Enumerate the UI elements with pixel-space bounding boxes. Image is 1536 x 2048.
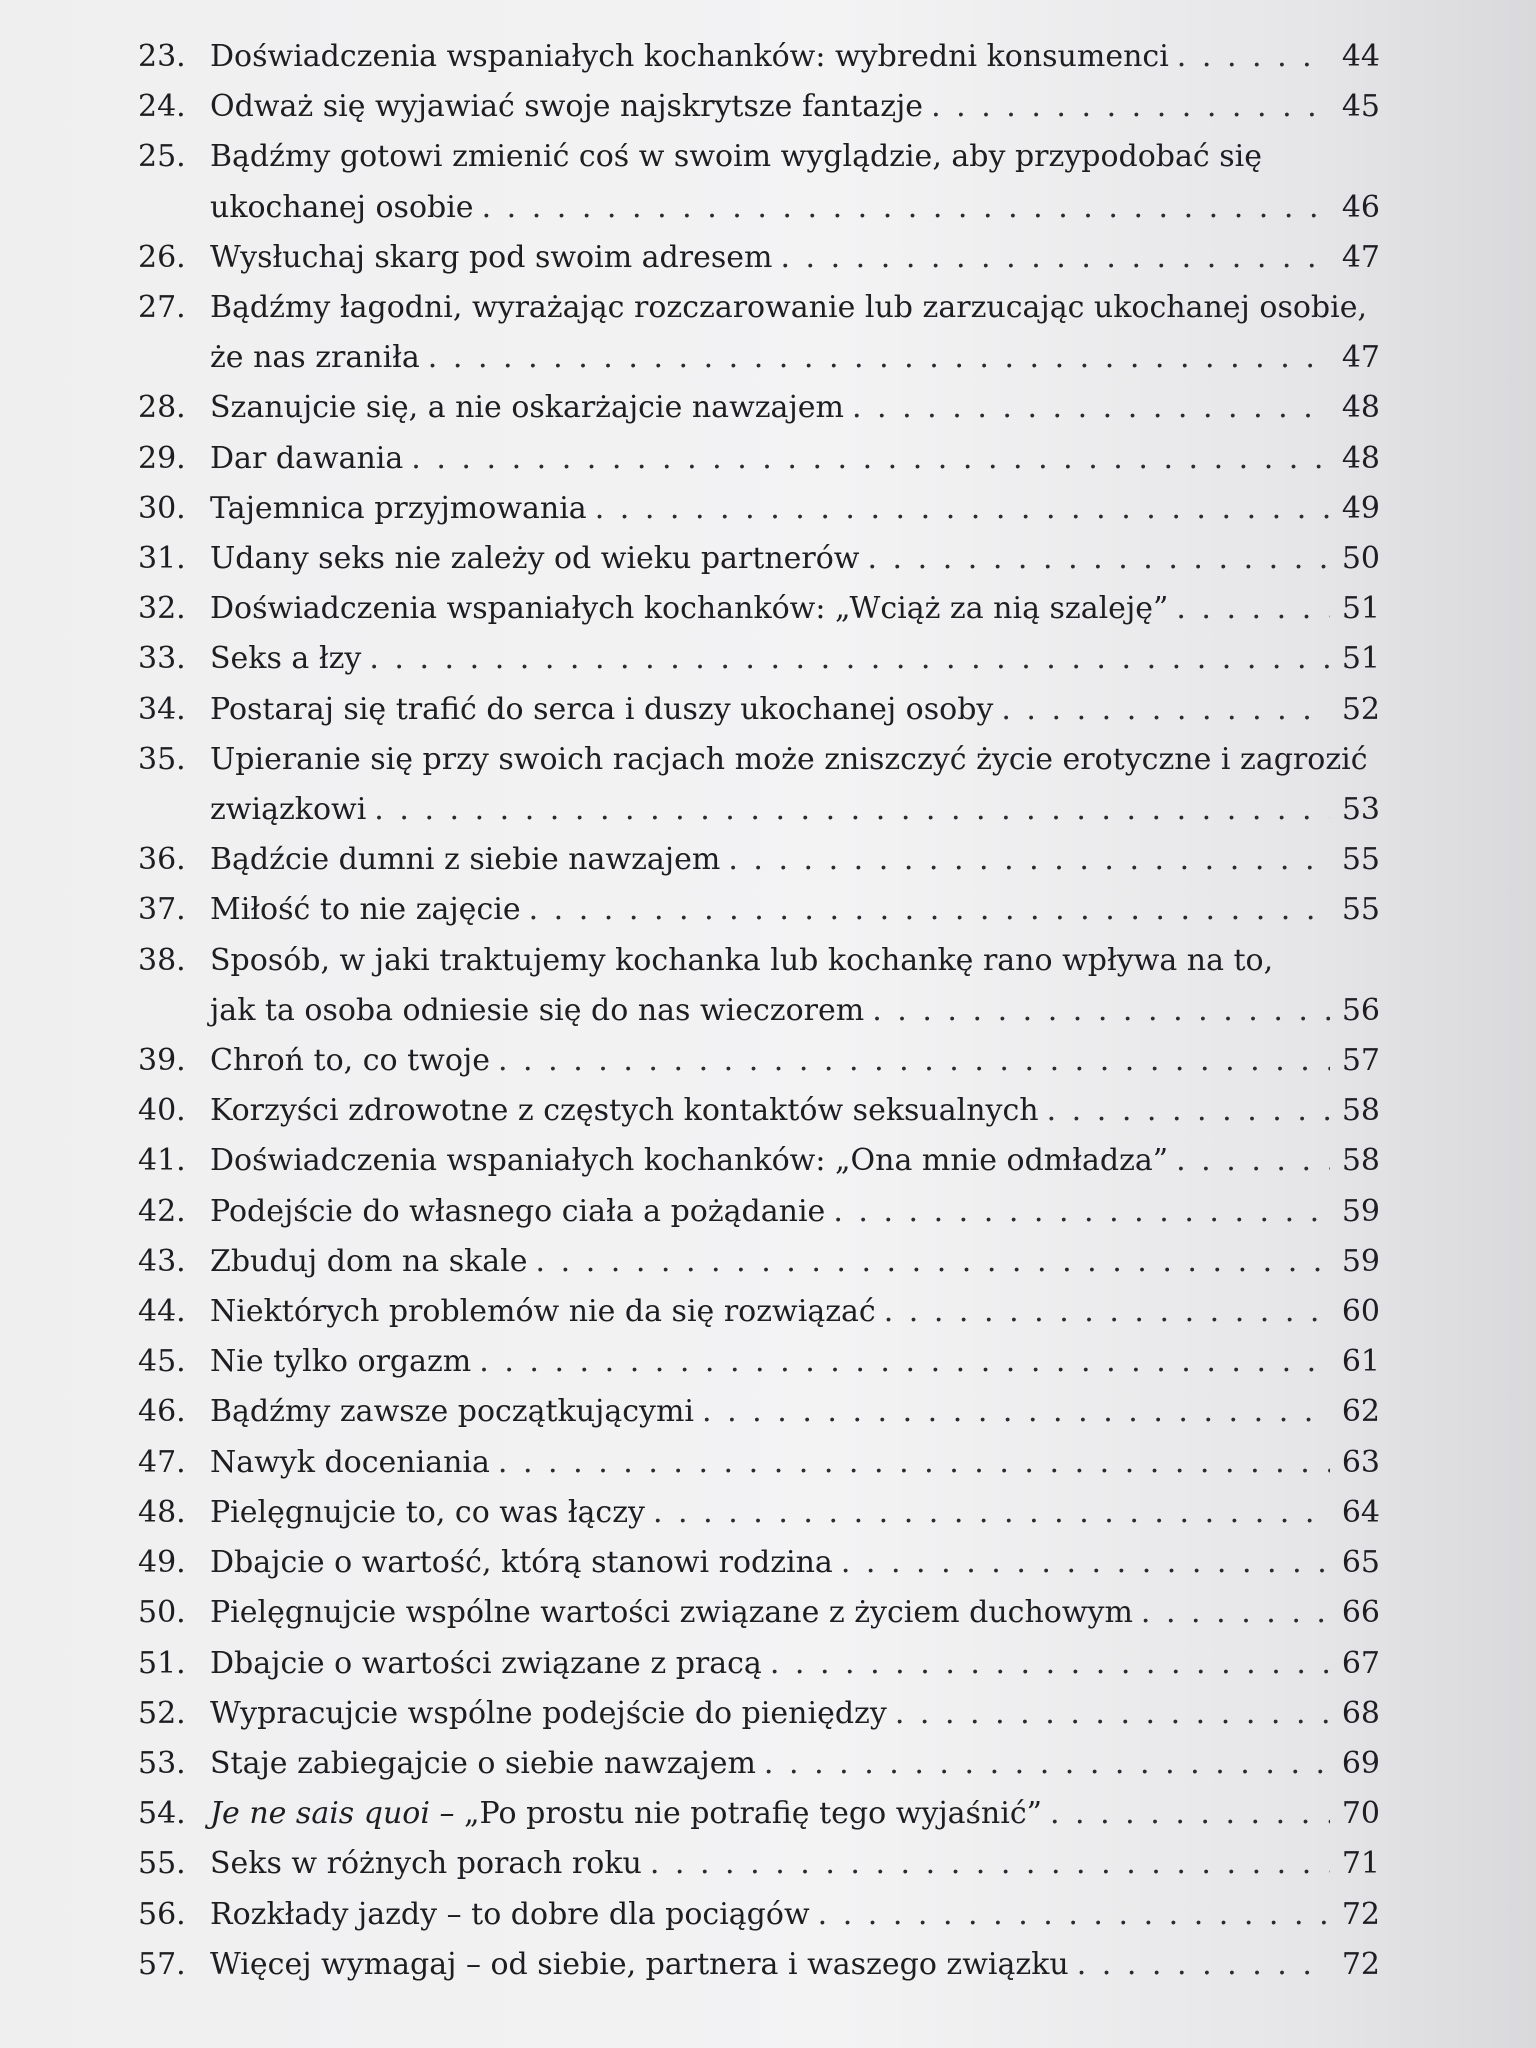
toc-entry-number: 28.	[138, 390, 186, 426]
toc-entry-title	[210, 1086, 1039, 1136]
toc-entry-title	[210, 785, 366, 835]
toc-entry-page-number: 45	[1341, 89, 1380, 125]
dot-leader	[498, 1438, 1330, 1488]
dot-leader	[867, 534, 1330, 584]
toc-entry	[138, 1839, 1380, 1889]
toc-entry	[138, 735, 1380, 835]
toc-entry-page-number: 61	[1341, 1344, 1380, 1380]
dot-leader	[1177, 32, 1330, 82]
toc-entry-title	[210, 885, 521, 935]
toc-entry-number: 32.	[138, 591, 186, 627]
toc-entry-page-number: 48	[1341, 440, 1380, 476]
toc-entry-page-number: 72	[1341, 1946, 1380, 1982]
toc-entry	[138, 634, 1380, 684]
toc-entry-number: 52.	[138, 1695, 186, 1731]
toc-entry-number: 27.	[138, 290, 186, 326]
dot-leader	[482, 183, 1330, 233]
toc-entry-title	[210, 183, 474, 233]
toc-entry-title-text: Szanujcie się, a nie oskarżajcie nawzajem	[210, 390, 844, 426]
dot-leader	[1077, 1940, 1330, 1990]
toc-entry	[138, 534, 1380, 584]
toc-entry-number: 45.	[138, 1344, 186, 1380]
toc-entry-page-number: 72	[1341, 1896, 1380, 1932]
toc-entry-number: 48.	[138, 1494, 186, 1530]
table-of-contents	[138, 32, 1380, 1990]
toc-entry-title-text: Dbajcie o wartości związane z pracą	[210, 1645, 762, 1681]
toc-entry-title-text: Miłość to nie zajęcie	[210, 892, 521, 928]
toc-entry-page-number: 52	[1341, 691, 1380, 727]
dot-leader	[1176, 1136, 1330, 1186]
dot-leader	[595, 484, 1330, 534]
toc-entry	[138, 383, 1380, 433]
toc-entry	[138, 1538, 1380, 1588]
toc-entry-number: 43.	[138, 1243, 186, 1279]
toc-entry-number: 37.	[138, 892, 186, 928]
toc-entry	[138, 1237, 1380, 1287]
toc-entry-page-number: 70	[1341, 1796, 1380, 1832]
toc-entry	[138, 1387, 1380, 1437]
toc-entry-number: 47.	[138, 1444, 186, 1480]
toc-entry-title-text: Dar dawania	[210, 440, 404, 476]
toc-entry-title-text: Sposób, w jaki traktujemy kochanka lub kochankę rano wpływa na to,	[210, 942, 1274, 978]
toc-entry-title-text: Więcej wymagaj – od siebie, partnera i waszego związku	[210, 1946, 1069, 1982]
toc-entry-number: 53.	[138, 1745, 186, 1781]
dot-leader	[536, 1237, 1330, 1287]
toc-entry-title-text: związkowi	[210, 792, 367, 828]
toc-entry-number: 54.	[138, 1796, 186, 1832]
toc-entry-title-text: Korzyści zdrowotne z częstych kontaktów seksualnych	[210, 1093, 1039, 1129]
toc-entry	[138, 835, 1380, 885]
toc-entry-page-number: 69	[1341, 1745, 1380, 1781]
toc-entry-number: 42.	[138, 1193, 186, 1229]
toc-entry-number: 38.	[138, 942, 186, 978]
toc-entry-title-text: Upieranie się przy swoich racjach może zniszczyć życie erotyczne i zagrozić	[210, 741, 1368, 777]
toc-entry-page-number: 48	[1341, 390, 1380, 426]
toc-entry	[138, 1940, 1380, 1990]
toc-entry	[138, 1739, 1380, 1789]
toc-entry-number: 56.	[138, 1896, 186, 1932]
dot-leader	[852, 383, 1330, 433]
toc-entry-page-number: 64	[1341, 1494, 1380, 1530]
toc-entry	[138, 484, 1380, 534]
toc-entry-page-number: 59	[1341, 1193, 1380, 1229]
toc-entry-page-number: 57	[1341, 1043, 1380, 1079]
toc-entry	[138, 1789, 1380, 1839]
toc-entry-page-number: 58	[1341, 1093, 1380, 1129]
toc-entry-title-text: Doświadczenia wspaniałych kochanków: wybredni konsumenci	[210, 39, 1169, 74]
toc-entry-page-number: 63	[1341, 1444, 1380, 1480]
toc-entry-number: 39.	[138, 1043, 186, 1079]
toc-entry-page-number: 62	[1341, 1394, 1380, 1430]
toc-entry-title	[210, 1287, 876, 1337]
toc-entry-title-text: Postaraj się trafić do serca i duszy ukochanej osoby	[210, 691, 994, 727]
toc-entry	[138, 82, 1380, 132]
toc-entry-title	[210, 1237, 528, 1287]
toc-entry-title-text: że nas zraniła	[210, 340, 420, 376]
toc-entry	[138, 1287, 1380, 1337]
toc-entry-page-number: 53	[1341, 792, 1380, 828]
dot-leader	[764, 1739, 1330, 1789]
toc-entry-number: 29.	[138, 440, 186, 476]
toc-entry-page-number: 47	[1341, 239, 1380, 275]
toc-entry-title	[210, 1839, 642, 1889]
toc-entry-title	[210, 1940, 1069, 1990]
toc-entry-italic-phrase: Je ne sais quoi –	[210, 1796, 464, 1832]
toc-entry-title	[210, 82, 923, 132]
toc-entry-page-number: 58	[1341, 1143, 1380, 1179]
toc-entry-title-text: Nawyk doceniania	[210, 1444, 490, 1480]
toc-entry-title-text: Tajemnica przyjmowania	[210, 490, 587, 526]
toc-entry-title	[210, 986, 864, 1036]
toc-entry-page-number: 67	[1341, 1645, 1380, 1681]
toc-entry-page-number: 71	[1341, 1846, 1380, 1882]
toc-entry-title-text: Niektórych problemów nie da się rozwiązać	[210, 1294, 876, 1330]
toc-entry	[138, 1639, 1380, 1689]
toc-entry-number: 33.	[138, 641, 186, 677]
toc-entry	[138, 685, 1380, 735]
dot-leader	[374, 785, 1330, 835]
toc-entry-title	[210, 735, 1368, 785]
dot-leader	[529, 885, 1330, 935]
toc-entry	[138, 584, 1380, 634]
toc-entry-title-text: Rozkłady jazdy – to dobre dla pociągów	[210, 1896, 810, 1932]
toc-entry-page-number: 66	[1341, 1595, 1380, 1631]
toc-entry	[138, 1689, 1380, 1739]
dot-leader	[818, 1890, 1330, 1940]
toc-entry-number: 36.	[138, 842, 186, 878]
dot-leader	[728, 835, 1330, 885]
toc-entry-title-text: Wysłuchaj skarg pod swoim adresem	[210, 239, 773, 275]
toc-entry-page-number: 60	[1341, 1294, 1380, 1330]
toc-entry-title	[210, 1538, 833, 1588]
toc-entry-number: 57.	[138, 1946, 186, 1982]
dot-leader	[428, 333, 1330, 383]
toc-entry-number: 30.	[138, 490, 186, 526]
toc-entry-title-text: Seks w różnych porach roku	[210, 1846, 642, 1882]
dot-leader	[1050, 1789, 1330, 1839]
toc-entry	[138, 132, 1380, 232]
toc-entry-number: 50.	[138, 1595, 186, 1631]
toc-entry-page-number: 55	[1341, 842, 1380, 878]
dot-leader	[884, 1287, 1330, 1337]
dot-leader	[498, 1036, 1330, 1086]
toc-entry-title-text: ukochanej osobie	[210, 189, 474, 225]
toc-entry-title-text: Pielęgnujcie wspólne wartości związane z życiem duchowym	[210, 1595, 1133, 1631]
dot-leader	[411, 434, 1330, 484]
toc-entry-page-number: 51	[1341, 641, 1380, 677]
toc-entry-title	[210, 584, 1168, 634]
toc-entry-title-text: Nie tylko orgazm	[210, 1344, 472, 1380]
toc-entry-title-text: Doświadczenia wspaniałych kochanków: „Wciąż za nią szaleję”	[210, 591, 1169, 627]
toc-entry-title-text: Bądźmy gotowi zmienić coś w swoim wyglądzie, aby przypodobać się	[210, 139, 1262, 175]
dot-leader	[1001, 685, 1330, 735]
dot-leader	[931, 82, 1330, 132]
toc-entry-number: 31.	[138, 541, 186, 577]
toc-entry-title	[210, 1036, 490, 1086]
toc-entry-number: 24.	[138, 89, 186, 125]
toc-entry	[138, 1588, 1380, 1638]
toc-entry-title-text: Pielęgnujcie to, co was łączy	[210, 1494, 645, 1530]
toc-entry-title	[210, 1588, 1133, 1638]
toc-entry-title	[210, 1789, 1042, 1839]
dot-leader	[780, 233, 1330, 283]
toc-entry-page-number: 65	[1341, 1545, 1380, 1581]
toc-entry	[138, 1890, 1380, 1940]
toc-entry-page-number: 50	[1341, 541, 1380, 577]
toc-entry	[138, 434, 1380, 484]
toc-entry-title	[210, 283, 1367, 333]
toc-entry-title-text: „Po prostu nie potrafię tego wyjaśnić”	[464, 1796, 1042, 1832]
toc-entry	[138, 885, 1380, 935]
toc-entry-page-number: 68	[1341, 1695, 1380, 1731]
toc-entry	[138, 283, 1380, 383]
toc-entry-number: 49.	[138, 1545, 186, 1581]
toc-entry-title	[210, 835, 720, 885]
toc-entry-title	[210, 1438, 490, 1488]
toc-entry-title	[210, 333, 420, 383]
toc-entry-title	[210, 936, 1273, 986]
toc-entry-page-number: 55	[1341, 892, 1380, 928]
toc-entry-title-text: jak ta osoba odniesie się do nas wieczorem	[210, 992, 865, 1028]
toc-entry-title	[210, 1739, 756, 1789]
dot-leader	[872, 986, 1330, 1036]
toc-entry-title	[210, 32, 1169, 82]
dot-leader	[1047, 1086, 1330, 1136]
toc-entry-number: 51.	[138, 1645, 186, 1681]
dot-leader	[650, 1839, 1330, 1889]
toc-entry-title-text: Bądźcie dumni z siebie nawzajem	[210, 842, 721, 878]
toc-entry-page-number: 49	[1341, 490, 1380, 526]
toc-entry-title-text: Udany seks nie zależy od wieku partnerów	[210, 541, 860, 577]
toc-entry-title	[210, 1689, 887, 1739]
toc-entry-title-text: Zbuduj dom na skale	[210, 1243, 528, 1279]
toc-entry	[138, 1036, 1380, 1086]
toc-entry-title	[210, 1639, 762, 1689]
dot-leader	[833, 1187, 1330, 1237]
toc-entry-number: 41.	[138, 1143, 186, 1179]
toc-entry-title	[210, 132, 1262, 182]
toc-entry	[138, 1488, 1380, 1538]
toc-entry-title	[210, 1387, 694, 1437]
toc-entry-title	[210, 685, 993, 735]
toc-entry-title	[210, 484, 587, 534]
toc-entry	[138, 936, 1380, 1036]
toc-entry-page-number: 59	[1341, 1243, 1380, 1279]
toc-entry-page-number: 47	[1341, 340, 1380, 376]
dot-leader	[841, 1538, 1330, 1588]
dot-leader	[653, 1488, 1330, 1538]
toc-entry-number: 26.	[138, 239, 186, 275]
toc-entry	[138, 1136, 1380, 1186]
toc-entry-page-number: 44	[1341, 39, 1380, 74]
toc-entry-number: 23.	[138, 39, 186, 74]
toc-entry-title	[210, 1890, 810, 1940]
toc-entry-page-number: 56	[1341, 992, 1380, 1028]
dot-leader	[895, 1689, 1330, 1739]
toc-entry-title	[210, 1187, 825, 1237]
toc-entry-page-number: 51	[1341, 591, 1380, 627]
toc-entry-title-text: Bądźmy łagodni, wyrażając rozczarowanie lub zarzucając ukochanej osobie,	[210, 290, 1368, 326]
toc-entry-title	[210, 1136, 1168, 1186]
toc-entry	[138, 233, 1380, 283]
dot-leader	[770, 1639, 1330, 1689]
dot-leader	[702, 1387, 1330, 1437]
dot-leader	[1176, 584, 1330, 634]
toc-entry-title	[210, 233, 772, 283]
toc-entry	[138, 1337, 1380, 1387]
toc-entry-title-text: Podejście do własnego ciała a pożądanie	[210, 1193, 826, 1229]
toc-entry-title	[210, 434, 403, 484]
toc-entry	[138, 32, 1380, 82]
toc-entry-page-number: 46	[1341, 189, 1380, 225]
dot-leader	[369, 634, 1330, 684]
toc-entry-title-text: Chroń to, co twoje	[210, 1043, 490, 1079]
toc-entry-number: 44.	[138, 1294, 186, 1330]
toc-entry	[138, 1438, 1380, 1488]
toc-entry-title-text: Odważ się wyjawiać swoje najskrytsze fantazje	[210, 89, 924, 125]
toc-entry-number: 34.	[138, 691, 186, 727]
toc-entry-number: 25.	[138, 139, 186, 175]
toc-entry	[138, 1187, 1380, 1237]
toc-entry-title-text: Wypracujcie wspólne podejście do pieniędzy	[210, 1695, 887, 1731]
toc-entry-number: 55.	[138, 1846, 186, 1882]
dot-leader	[479, 1337, 1330, 1387]
toc-entry-title-text: Dbajcie o wartość, którą stanowi rodzina	[210, 1545, 833, 1581]
toc-entry-number: 35.	[138, 741, 186, 777]
toc-entry-title	[210, 383, 844, 433]
toc-entry-title-text: Seks a łzy	[210, 641, 362, 677]
toc-entry-title-text: Doświadczenia wspaniałych kochanków: „Ona mnie odmładza”	[210, 1143, 1169, 1179]
toc-entry-title	[210, 1488, 645, 1538]
toc-entry-title-text: Bądźmy zawsze początkującymi	[210, 1394, 695, 1430]
toc-entry-number: 46.	[138, 1394, 186, 1430]
toc-entry-title	[210, 634, 361, 684]
toc-entry	[138, 1086, 1380, 1136]
toc-entry-number: 40.	[138, 1093, 186, 1129]
dot-leader	[1141, 1588, 1330, 1638]
toc-entry-title-text: Staje zabiegajcie o siebie nawzajem	[210, 1745, 756, 1781]
toc-entry-title	[210, 534, 859, 584]
toc-entry-title	[210, 1337, 471, 1387]
